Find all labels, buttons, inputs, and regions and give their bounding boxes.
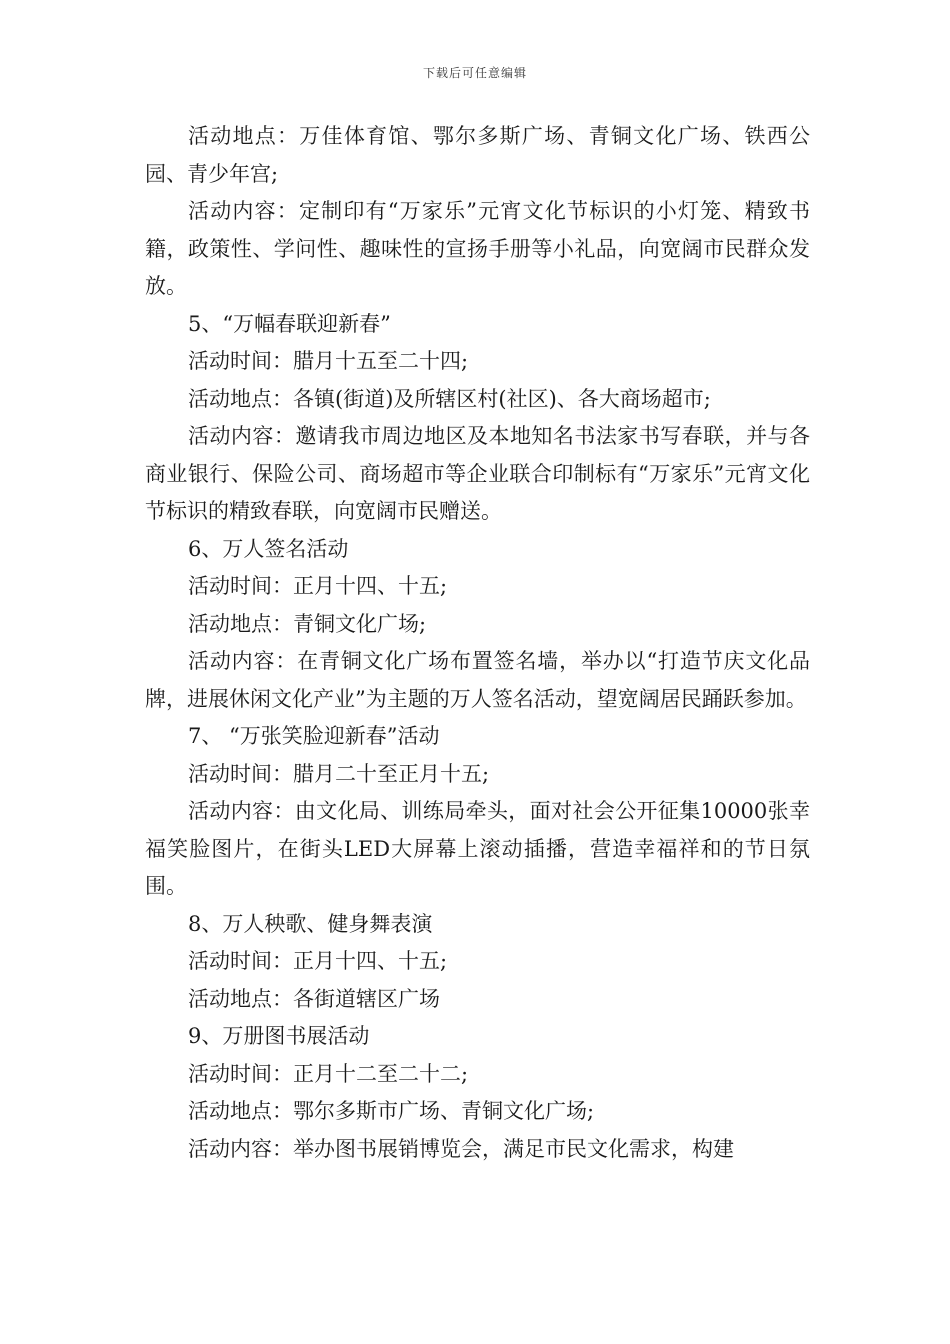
section-heading-9: 9、万册图书展活动	[188, 1024, 370, 1048]
paragraph-time-6: 活动时间：正月十四、十五;	[188, 574, 448, 598]
section-heading-7: 7、 “万张笑脸迎新春”活动	[188, 724, 440, 748]
paragraph-location-1: 活动地点：万佳体育馆、鄂尔多斯广场、青铜文化广场、铁西公园、青少年宫;	[145, 124, 810, 186]
paragraph-location-6: 活动地点：青铜文化广场;	[188, 611, 427, 636]
paragraph-time-8: 活动时间：正月十四、十五;	[188, 949, 448, 973]
paragraph-content-1: 活动内容：定制印有“万家乐”元宵文化节标识的小灯笼、精致书籍，政策性、学问性、趣味性的宣扬手册等小礼品，向宽阔市民群众发放。	[145, 199, 810, 298]
paragraph-content-5: 活动内容：邀请我市周边地区及本地知名书法家书写春联，并与各商业银行、保险公司、商场超市等企业联合印制标有“万家乐”元宵文化节标识的精致春联，向宽阔市民赠送。	[145, 424, 810, 523]
paragraph-time-7: 活动时间：腊月二十至正月十五;	[188, 761, 490, 786]
paragraph-content-6: 活动内容：在青铜文化广场布置签名墙，举办以“打造节庆文化品牌，进展休闲文化产业”为主题的万人签名活动，望宽阔居民踊跃参加。	[145, 649, 810, 711]
paragraph-time-5: 活动时间：腊月十五至二十四;	[188, 349, 469, 373]
paragraph-location-5: 活动地点：各镇(街道)及所辖区村(社区)、各大商场超市;	[188, 386, 711, 411]
paragraph-location-9: 活动地点：鄂尔多斯市广场、青铜文化广场;	[188, 1099, 595, 1123]
paragraph-location-8: 活动地点：各街道辖区广场	[188, 986, 440, 1011]
page-header: 下载后可任意编辑	[422, 66, 527, 80]
section-heading-8: 8、万人秧歌、健身舞表演	[188, 911, 433, 936]
paragraph-content-7: 活动内容：由文化局、训练局牵头，面对社会公开征集10000张幸福笑脸图片，在街头LED大屏幕上滚动插播，营造幸福祥和的节日氛围。	[145, 799, 810, 898]
section-heading-5: 5、“万幅春联迎新春”	[188, 311, 391, 336]
section-heading-6: 6、万人签名活动	[188, 536, 349, 561]
paragraph-time-9: 活动时间：正月十二至二十二;	[188, 1061, 469, 1086]
document-body	[145, 118, 810, 1168]
paragraph-content-9: 活动内容：举办图书展销博览会，满足市民文化需求，构建	[188, 1136, 734, 1161]
